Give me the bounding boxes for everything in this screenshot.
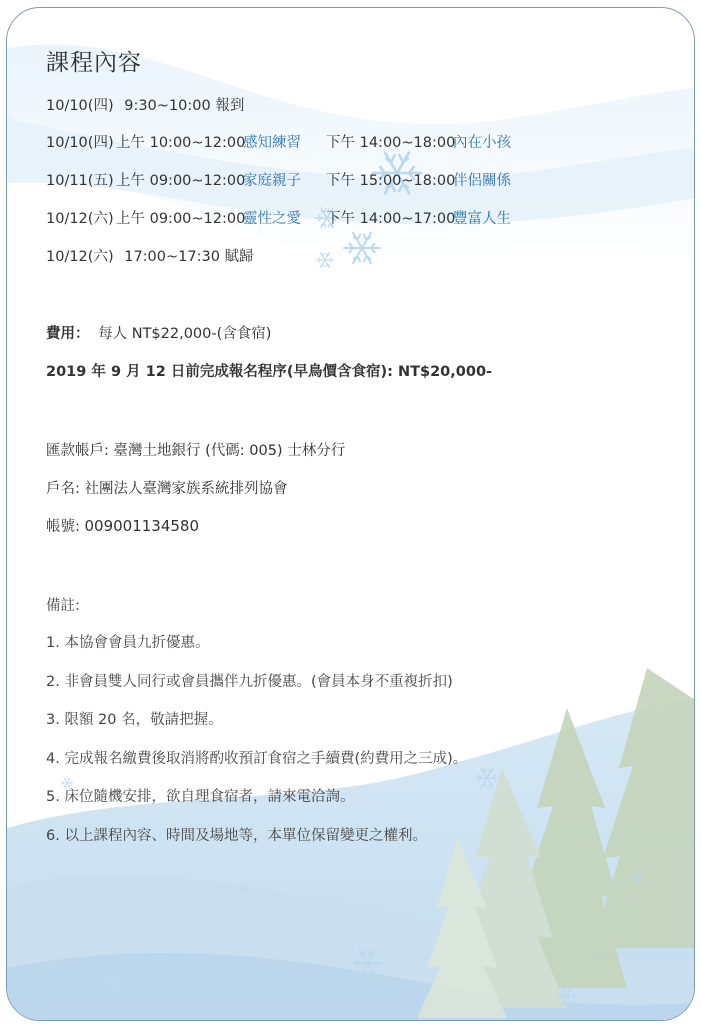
- account-number-label: 帳號:: [46, 519, 85, 535]
- schedule-date: 10/11(五): [46, 173, 114, 189]
- fee-value: 每人 NT$22,000-(含食宿): [98, 326, 272, 342]
- page-title: 課程內容: [46, 50, 142, 76]
- account-number-row: [46, 515, 199, 536]
- schedule-pm-time: 下午 14:00~17:00: [326, 211, 456, 227]
- schedule-am-topic: 靈性之愛: [243, 211, 301, 227]
- schedule-date: 10/12(六): [46, 211, 114, 227]
- schedule-date: 10/12(六): [46, 249, 114, 265]
- schedule-pm-topic: 伴侶關係: [453, 173, 511, 189]
- schedule-row: [46, 131, 686, 151]
- schedule-row: [46, 94, 244, 115]
- schedule-text: 17:00~17:30 賦歸: [124, 249, 254, 265]
- schedule-pm-time: 下午 14:00~18:00: [326, 135, 456, 151]
- schedule-am-time: 上午 10:00~12:00: [116, 135, 246, 151]
- note-item: 2. 非會員雙人同行或會員攜伴九折優惠。(會員本身不重複折扣): [46, 674, 453, 690]
- fee-row: [46, 322, 271, 343]
- schedule-date: 10/10(四): [46, 135, 114, 151]
- note-item: 3. 限額 20 名，敬請把握。: [46, 712, 223, 728]
- schedule-pm-topic: 內在小孩: [453, 135, 511, 151]
- schedule-text: 9:30~10:00 報到: [124, 98, 245, 114]
- account-number: 009001134580: [84, 517, 200, 535]
- schedule-am-time: 上午 09:00~12:00: [116, 211, 246, 227]
- schedule-row: [46, 245, 254, 266]
- schedule-am-topic: 感知練習: [243, 135, 301, 151]
- schedule-row: [46, 169, 686, 189]
- schedule-pm-topic: 豐富人生: [453, 211, 511, 227]
- account-name: 戶名: 社團法人臺灣家族系統排列協會: [46, 481, 288, 497]
- fee-label: 費用：: [46, 326, 90, 342]
- schedule-am-topic: 家庭親子: [243, 173, 301, 189]
- note-item: 4. 完成報名繳費後取消將酌收預訂食宿之手續費(約費用之三成)。: [46, 751, 468, 767]
- bank-account: 匯款帳戶: 臺灣土地銀行 (代碼: 005) 士林分行: [46, 443, 346, 459]
- schedule-date: 10/10(四): [46, 98, 114, 114]
- document-card: [6, 7, 695, 1021]
- document-content: [7, 8, 694, 1020]
- schedule-pm-time: 下午 15:00~18:00: [326, 173, 456, 189]
- note-item: 6. 以上課程內容、時間及場地等，本單位保留變更之權利。: [46, 828, 427, 844]
- note-item: 1. 本協會會員九折優惠。: [46, 635, 210, 651]
- early-bird-price: 2019 年 9 月 12 日前完成報名程序(早鳥價含食宿): NT$20,000-: [46, 364, 493, 380]
- schedule-am-time: 上午 09:00~12:00: [116, 173, 246, 189]
- notes-heading: 備註:: [46, 598, 80, 614]
- note-item: 5. 床位隨機安排，欲自理食宿者，請來電洽詢。: [46, 789, 355, 805]
- schedule-row: [46, 207, 686, 227]
